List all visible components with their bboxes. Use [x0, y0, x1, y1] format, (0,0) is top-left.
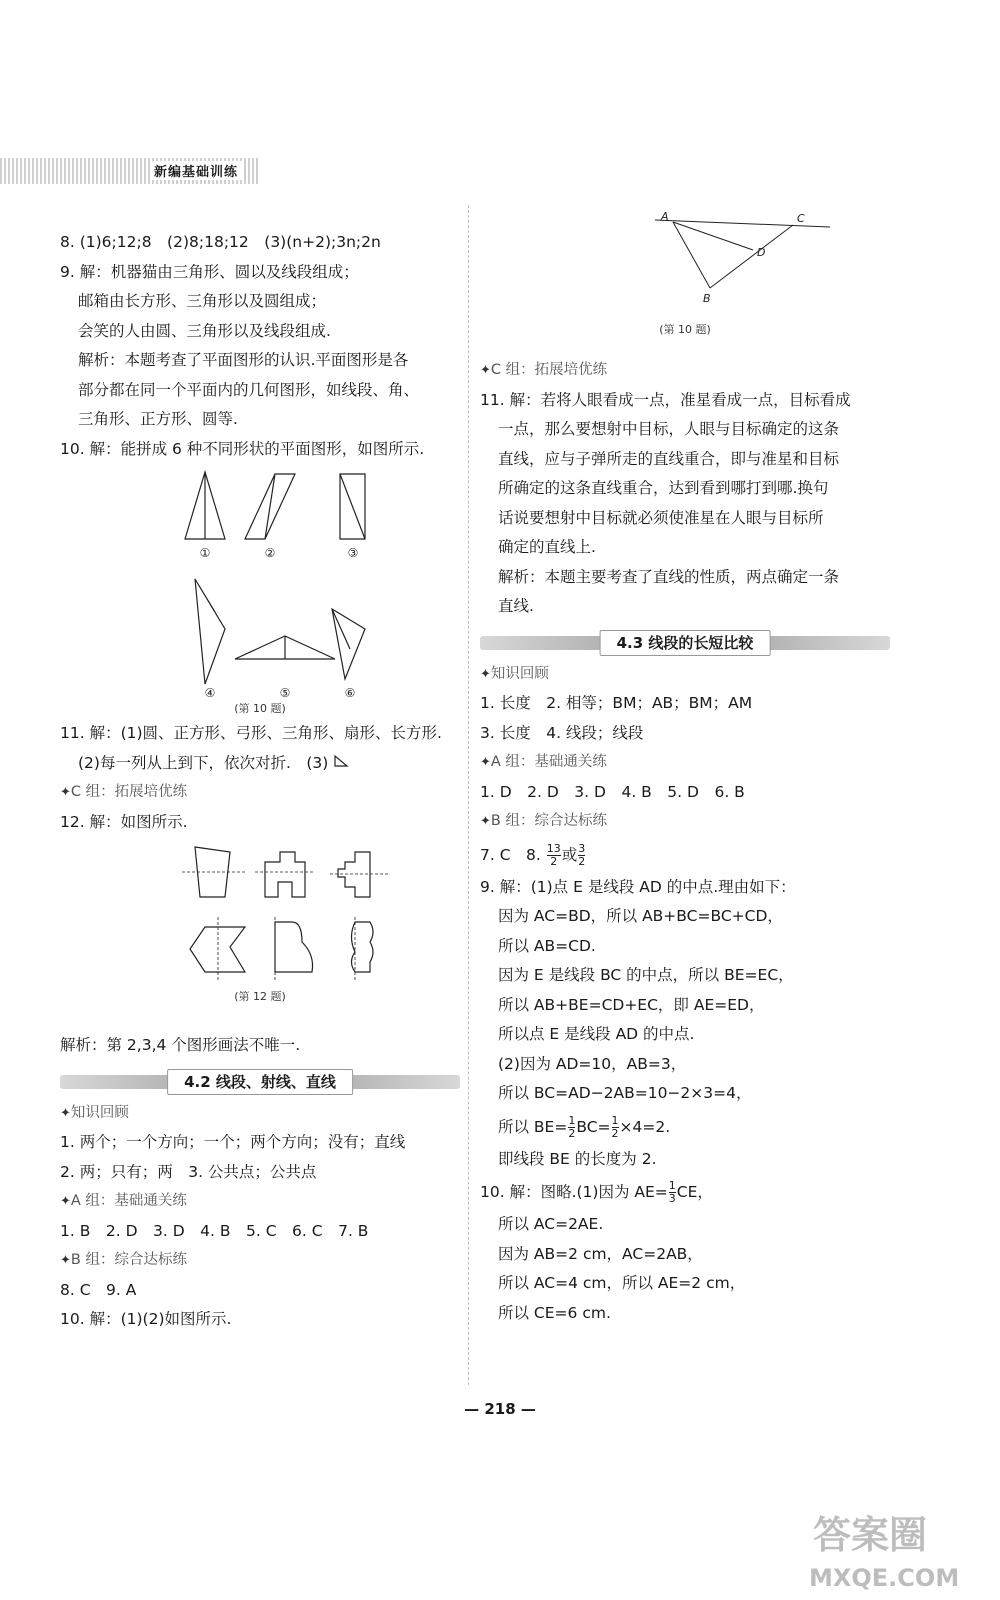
answer-8: 8. (1)6;12;8 (2)8;18;12 (3)(n+2);3n;2n	[60, 233, 381, 251]
shape-2	[245, 474, 295, 539]
answer-10-line: 所以 AC=2AE.	[498, 1215, 604, 1233]
text: 10. 解：图略.(1)因为 AE=	[480, 1183, 668, 1201]
recall-label: 知识回顾	[70, 1104, 129, 1121]
fraction-13-2	[547, 843, 561, 868]
answer-9-line: 会笑的人由圆、三角形以及线段组成.	[78, 321, 331, 340]
section-4-2-banner	[60, 1069, 460, 1093]
section-4-2-title: 4.2 线段、射线、直线	[167, 1069, 353, 1095]
answer-7-8	[480, 837, 890, 873]
recall-heading	[480, 660, 890, 690]
right-triangle-icon	[333, 754, 349, 768]
answer-10-line: 所以 AC=4 cm，所以 AE=2 cm，	[498, 1274, 746, 1292]
denominator: 2	[568, 1126, 576, 1140]
answer-9: 9. 解：(1)点 E 是线段 AD 的中点.理由如下：	[480, 877, 796, 896]
numerator: 1	[668, 1179, 676, 1192]
diamond-icon: ✦	[480, 363, 491, 378]
denominator: 2	[611, 1126, 619, 1140]
group-b-heading	[480, 807, 890, 837]
answer-9-line: 所以 AB=CD.	[498, 936, 596, 955]
answer-11-text: (2)每一列从上到下，依次对折. (3)	[78, 753, 329, 772]
answer-11-line	[60, 749, 460, 779]
group-b-label: B 组：综合达标练	[70, 1252, 187, 1268]
answer-11: 11. 解：若将人眼看成一点，准星看成一点，目标看成	[480, 390, 851, 409]
figure-10-shapes	[70, 464, 450, 699]
shape-d	[190, 927, 245, 972]
answer-11: 11. 解：(1)圆、正方形、弓形、三角形、扇形、长方形.	[60, 724, 442, 742]
or-text: 或	[561, 845, 578, 864]
recall-label: 知识回顾	[490, 665, 549, 682]
denominator: 3	[668, 1192, 676, 1205]
shape-1	[185, 472, 225, 539]
answer-10	[480, 1174, 890, 1210]
analysis-9: 解析：本题考查了平面图形的认识.平面图形是各	[78, 351, 409, 369]
point-b: B	[703, 292, 711, 305]
group-a-heading	[480, 748, 890, 778]
point-d: D	[757, 246, 766, 259]
diamond-icon: ✦	[60, 1253, 71, 1268]
diamond-icon: ✦	[60, 1105, 71, 1121]
group-c-heading	[60, 778, 460, 808]
group-a-answers: 1. D 2. D 3. D 4. B 5. D 6. B	[480, 782, 745, 801]
analysis-11: 解析：本题主要考查了直线的性质，两点确定一条	[498, 567, 840, 586]
figure-10-caption: (第 10 题)	[659, 323, 711, 336]
diamond-icon: ✦	[60, 1194, 71, 1209]
point-c: C	[797, 212, 805, 225]
answer-9-line: 因为 AC=BD，所以 AB+BC=BC+CD，	[498, 907, 783, 925]
answer-9-line	[480, 1109, 890, 1145]
answer-12: 12. 解：如图所示.	[60, 812, 188, 831]
answer-10: 10. 解：能拼成 6 种不同形状的平面图形，如图所示.	[60, 439, 425, 458]
recall-answer-2: 2. 两；只有；两 3. 公共点；公共点	[60, 1162, 317, 1181]
answer-9-line: (2)因为 AD=10，AB=3，	[498, 1054, 687, 1073]
group-b-answers: 8. C 9. A	[60, 1280, 137, 1299]
shape-c	[338, 852, 370, 897]
label-3: ③	[347, 546, 359, 560]
text: BC=	[576, 1117, 611, 1136]
shape-6	[332, 609, 365, 679]
shape-5	[235, 636, 335, 659]
recall-answer-1: 1. 两个；一个方向；一个；两个方向；没有；直线	[60, 1133, 406, 1151]
page-header	[0, 158, 260, 184]
recall-heading	[60, 1099, 460, 1129]
watermark-bottom: MXQE.COM	[809, 1564, 960, 1592]
answer-11-line: 话说要想射中目标就必须使准星在人眼与目标所	[498, 508, 824, 527]
answer-9-line: 即线段 BE 的长度为 2.	[498, 1149, 657, 1168]
section-4-3-banner	[480, 630, 890, 654]
numerator: 3	[578, 841, 586, 855]
figure-12-shapes	[70, 837, 450, 987]
label-4: ④	[204, 686, 216, 699]
shape-4	[195, 579, 225, 684]
answer-11-line: 确定的直线上.	[498, 538, 596, 556]
fraction-1-2	[568, 1115, 575, 1140]
diamond-icon: ✦	[480, 755, 491, 770]
group-c-label: C 组：拓展培优练	[490, 362, 608, 378]
diamond-icon: ✦	[480, 814, 491, 829]
text: ×4=2.	[619, 1117, 671, 1136]
answer-10-line: 所以 CE=6 cm.	[498, 1303, 611, 1322]
answer-9-line: 因为 E 是线段 BC 的中点，所以 BE=EC，	[498, 966, 794, 984]
analysis-12: 解析：第 2,3,4 个图形画法不唯一.	[60, 1036, 301, 1054]
answer-11-line: 直线，应与子弹所走的直线重合，即与准星和目标	[498, 449, 840, 468]
answer-11-line: 一点，那么要想射中目标，人眼与目标确定的这条	[498, 420, 840, 438]
label-6: ⑥	[344, 686, 356, 699]
answer-9-line: 所以点 E 是线段 AD 的中点.	[498, 1025, 695, 1043]
diamond-icon: ✦	[480, 666, 491, 682]
page-number: — 218 —	[464, 1400, 536, 1418]
section-4-3-title: 4.3 线段的长短比较	[600, 630, 771, 656]
label-2: ②	[264, 546, 276, 560]
shape-e	[275, 922, 313, 972]
denominator: 2	[550, 854, 558, 868]
answer-11-line: 所确定的这条直线重合，达到看到哪打到哪.换句	[498, 479, 829, 497]
point-a: A	[661, 210, 669, 223]
text: 所以 BE=	[498, 1117, 568, 1136]
diamond-icon: ✦	[60, 785, 71, 800]
analysis-9-line: 部分都在同一个平面内的几何图形，如线段、角、	[78, 380, 420, 399]
recall-answer-1: 1. 长度 2. 相等；BM；AB；BM；AM	[480, 694, 753, 712]
fraction-1-3	[669, 1180, 676, 1205]
figure-10-caption: (第 10 题)	[234, 702, 286, 715]
answer-9-line: 所以 AB+BE=CD+EC，即 AE=ED，	[498, 995, 765, 1014]
denominator: 2	[578, 854, 586, 868]
recall-answer-2: 3. 长度 4. 线段；线段	[480, 723, 644, 742]
group-a-label: A 组：基础通关练	[490, 754, 607, 770]
label-1: ①	[199, 546, 211, 560]
group-a-heading	[60, 1187, 460, 1217]
segment-cb	[710, 225, 793, 288]
header-title: 新编基础训练	[150, 161, 242, 180]
answer-10b: 10. 解：(1)(2)如图所示.	[60, 1310, 232, 1328]
segment-ab	[673, 222, 710, 288]
right-column	[480, 210, 890, 1328]
left-column	[60, 228, 460, 1335]
answer-7-text: 7. C 8.	[480, 845, 541, 864]
group-a-answers: 1. B 2. D 3. D 4. B 5. C 6. C 7. B	[60, 1221, 369, 1240]
shape-b	[265, 852, 305, 897]
group-c-label: C 组：拓展培优练	[70, 784, 188, 800]
answer-9-line: 邮箱由长方形、三角形以及圆组成；	[78, 292, 327, 310]
group-a-label: A 组：基础通关练	[70, 1193, 187, 1209]
group-b-label: B 组：综合达标练	[490, 813, 607, 829]
numerator: 1	[568, 1113, 576, 1127]
answer-9: 9. 解：机器猫由三角形、圆以及线段组成；	[60, 262, 359, 281]
figure-10-lines	[525, 210, 845, 320]
numerator: 1	[611, 1113, 619, 1127]
column-divider	[468, 205, 469, 1385]
numerator: 13	[546, 841, 561, 855]
shape-3	[340, 474, 365, 539]
group-b-heading	[60, 1246, 460, 1276]
watermark-logo	[805, 1498, 975, 1593]
analysis-11-line: 直线.	[498, 597, 534, 615]
fraction-1-2	[612, 1115, 619, 1140]
answer-10-line: 因为 AB=2 cm，AC=2AB，	[498, 1244, 703, 1263]
label-5: ⑤	[279, 686, 291, 699]
figure-12-caption: (第 12 题)	[234, 990, 286, 1003]
analysis-9-line: 三角形、正方形、圆等.	[78, 410, 238, 428]
answer-9-line: 所以 BC=AD−2AB=10−2×3=4，	[498, 1084, 752, 1102]
text: CE，	[676, 1183, 713, 1201]
group-c-heading	[480, 356, 890, 386]
watermark-top: 答案圈	[813, 1513, 928, 1557]
fraction-3-2	[578, 843, 585, 868]
segment-ad	[673, 222, 753, 250]
